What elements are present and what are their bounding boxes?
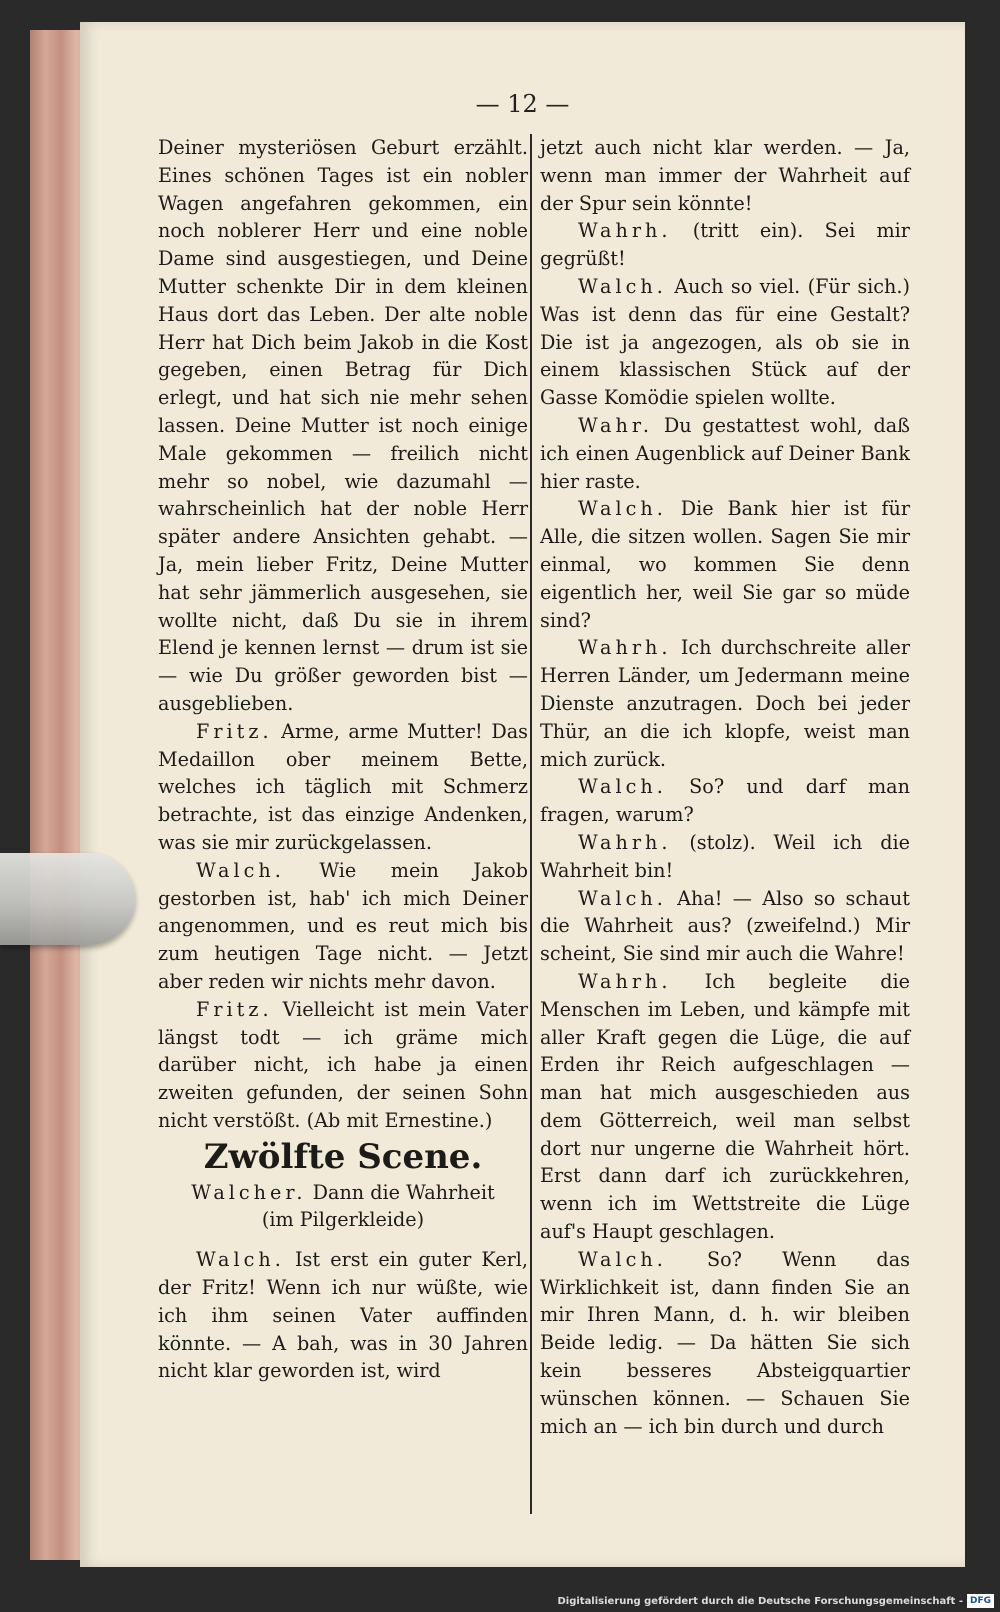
- dialogue-line: [540, 829, 910, 885]
- dialogue-line: [540, 885, 910, 968]
- speaker-name: Walch.: [578, 775, 667, 799]
- speaker-name: Walch.: [196, 1248, 285, 1272]
- dialogue-text: (stolz). Weil ich die Wahrheit bin!: [540, 830, 910, 882]
- speaker-name: Wahrh.: [578, 636, 672, 660]
- dialogue-line: [540, 773, 910, 829]
- dialogue-line: [540, 968, 910, 1246]
- column-divider: [530, 134, 532, 1514]
- scene-cast: [158, 1179, 528, 1207]
- dialogue-text: (tritt ein). Sei mir gegrüßt!: [540, 219, 910, 271]
- paragraph: jetzt auch nicht klar werden. — Ja, wenn man immer der Wahrheit auf der Spur sein könnte!: [540, 136, 910, 215]
- dialogue-text: So? und darf man fragen, warum?: [540, 775, 910, 827]
- book-page: [80, 22, 965, 1567]
- cast-name: Walcher.: [191, 1180, 307, 1204]
- dialogue-line: [158, 857, 528, 996]
- speaker-name: Walch.: [578, 274, 667, 298]
- dialogue-text: Die Bank hier ist für Alle, die sitzen wollen. Sagen Sie mir einmal, wo kommen Sie denn eigentlich her, weil Sie gar so müde sind?: [540, 497, 910, 632]
- footer-credit: Digitalisierung gefördert durch die Deutsche Forschungsgemeinschaft -: [557, 1595, 963, 1607]
- dialogue-text: Aha! — Also so schaut die Wahrheit aus? (zweifelnd.) Mir scheint, Sie sind mir auch die Wahre!: [540, 886, 910, 966]
- page-clip: [0, 853, 135, 945]
- dfg-logo: DFG: [967, 1594, 994, 1608]
- speaker-name: Wahrh.: [578, 830, 672, 854]
- dialogue-line: [540, 412, 910, 495]
- dialogue-text: Ist erst ein guter Kerl, der Fritz! Wenn ich nur wüßte, wie ich ihm seinen Vater auffinden könnte. — A bah, was in 30 Jahren nicht klar geworden ist, wird: [158, 1248, 528, 1383]
- dialogue-text: Auch so viel. (Für sich.) Was ist denn das für eine Gestalt? Die ist ja angezogen, als ob sie in einem klassischen Stück auf der Gasse Komödie spielen wollte.: [540, 274, 910, 410]
- dialogue-line: [158, 718, 528, 857]
- speaker-name: Wahrh.: [578, 219, 672, 243]
- dialogue-line: [158, 996, 528, 1135]
- dialogue-text: Arme, arme Mutter! Das Medaillon ober meinem Bette, welches ich täglich mit Schmerz betrachte, ist das einzige Andenken, was sie mir zurückgelassen.: [158, 719, 528, 854]
- speaker-name: Wahrh.: [578, 969, 672, 993]
- dialogue-line: [540, 495, 910, 634]
- dialogue-text: Du gestattest wohl, daß ich einen Augenblick auf Deiner Bank hier raste.: [540, 413, 910, 493]
- dialogue-line: [540, 1246, 910, 1441]
- dialogue-line: [158, 1246, 528, 1385]
- speaker-name: Fritz.: [196, 719, 273, 743]
- page-number: — 12 —: [475, 90, 570, 118]
- dialogue-line: [540, 217, 910, 273]
- speaker-name: Walch.: [578, 886, 667, 910]
- dialogue-line: [540, 634, 910, 773]
- left-column: [158, 134, 528, 1385]
- dialogue-text: Ich durchschreite aller Herren Länder, um Jedermann meine Dienste anzutragen. Doch bei jeder Thür, an die ich klopfe, weist man mich zurück.: [540, 636, 911, 771]
- speaker-name: Walch.: [578, 497, 667, 521]
- right-column: [540, 134, 910, 1440]
- digitization-footer: [557, 1593, 994, 1609]
- cast-rest: Dann die Wahrheit: [312, 1180, 495, 1204]
- speaker-name: Fritz.: [196, 997, 273, 1021]
- paragraph: Deiner mysteriösen Geburt erzählt. Eines schönen Tages ist ein nobler Wagen angefahren gekommen, ein noch noblerer Herr und eine noble Dame sind ausgestiegen, und Deine Mutter schenkte Dir in dem kleinen Haus dort das Leben. Der alte noble Herr hat Dich beim Jakob in die Kost gegeben, einen Betrag für Dich erlegt, und hat sich nie mehr sehen lassen. Deine Mutter ist noch einige Male gekommen — freilich nicht mehr so nobel, wie dazumahl — wahrscheinlich hat der noble Herr später andere Ansichten gehabt. — Ja, mein lieber Fritz, Deine Mutter hat sehr jämmerlich ausgesehen, sie wollte nicht, daß Du sie in ihrem Elend je kennen lernst — drum ist sie — wie Du größer geworden bist — ausgeblieben.: [158, 136, 528, 715]
- scene-heading: Zwölfte Scene.: [203, 1136, 483, 1177]
- speaker-name: Walch.: [196, 858, 285, 882]
- dialogue-text: Vielleicht ist mein Vater längst todt — ich gräme mich darüber nicht, ich habe ja einen zweiten gefunden, der seinen Sohn nicht verstößt. (Ab mit Ernestine.): [158, 997, 528, 1132]
- speaker-name: Walch.: [578, 1247, 667, 1271]
- dialogue-line: [540, 273, 910, 412]
- scene-cast-note: (im Pilgerkleide): [261, 1208, 425, 1232]
- speaker-name: Wahr.: [578, 413, 654, 437]
- dialogue-text: Wie mein Jakob gestorben ist, hab' ich mich Deiner angenommen, und es reut mich bis zum heutigen Tage nicht. — Jetzt aber reden wir nichts mehr davon.: [158, 858, 528, 993]
- dialogue-text: Ich begleite die Menschen im Leben, und kämpfe mit aller Kraft gegen die Lüge, die auf Erden ihr Reich aufgeschlagen — man hat mich ausgeschieden aus dem Götterreich, weil man selbst dort nur ungerne die Wahrheit hört. Erst dann darf ich zurückkehren, wenn ich im Wettstreite die Lüge auf's Haupt geschlagen.: [540, 969, 910, 1244]
- dialogue-text: So? Wenn das Wirklichkeit ist, dann finden Sie an mir Ihren Mann, d. h. wir bleiben Beide ledig. — Da hätten Sie sich kein besseres Absteigquartier wünschen können. — Schauen Sie mich an — ich bin durch und durch: [540, 1247, 910, 1438]
